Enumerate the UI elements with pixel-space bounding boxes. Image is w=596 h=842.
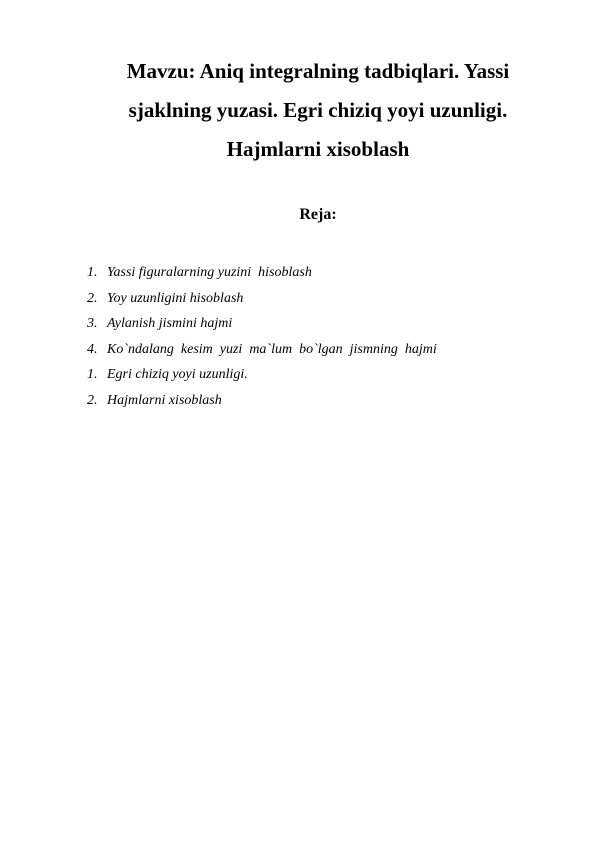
plan-item	[87, 264, 437, 290]
title-line-2: sjaklning yuzasi. Egri chiziq yoyi uzunligi.	[128, 98, 508, 122]
plan-item-text: Egri chiziq yoyi uzunligi.	[107, 367, 248, 382]
plan-item	[87, 341, 437, 367]
plan-list	[87, 264, 437, 417]
plan-item	[87, 290, 437, 316]
title-line-3: Hajmlarni xisoblash	[226, 137, 410, 161]
title-line-1: Mavzu: Aniq integralning tadbiqlari. Yassi	[126, 59, 510, 83]
reja-heading: Reja:	[299, 206, 337, 223]
plan-item-number: 1.	[87, 367, 98, 382]
plan-item	[87, 315, 437, 341]
plan-item-text: Yassi figuralarning yuzini hisoblash	[107, 265, 312, 280]
plan-item-number: 2.	[87, 290, 98, 306]
plan-item	[87, 392, 437, 418]
plan-item-text: Aylanish jismini hajmi	[107, 316, 233, 331]
plan-item-number: 4.	[87, 341, 98, 357]
plan-item-text: Yoy uzunligini hisoblash	[107, 290, 244, 306]
plan-item-text: Hajmlarni xisoblash	[107, 392, 222, 408]
plan-item-number: 2.	[87, 392, 98, 408]
plan-item-number: 3.	[87, 316, 98, 331]
plan-item	[87, 366, 437, 392]
plan-item-text: Ko`ndalang kesim yuzi ma`lum bo`lgan jismning hajmi	[107, 341, 437, 357]
plan-item-number: 1.	[87, 265, 98, 280]
